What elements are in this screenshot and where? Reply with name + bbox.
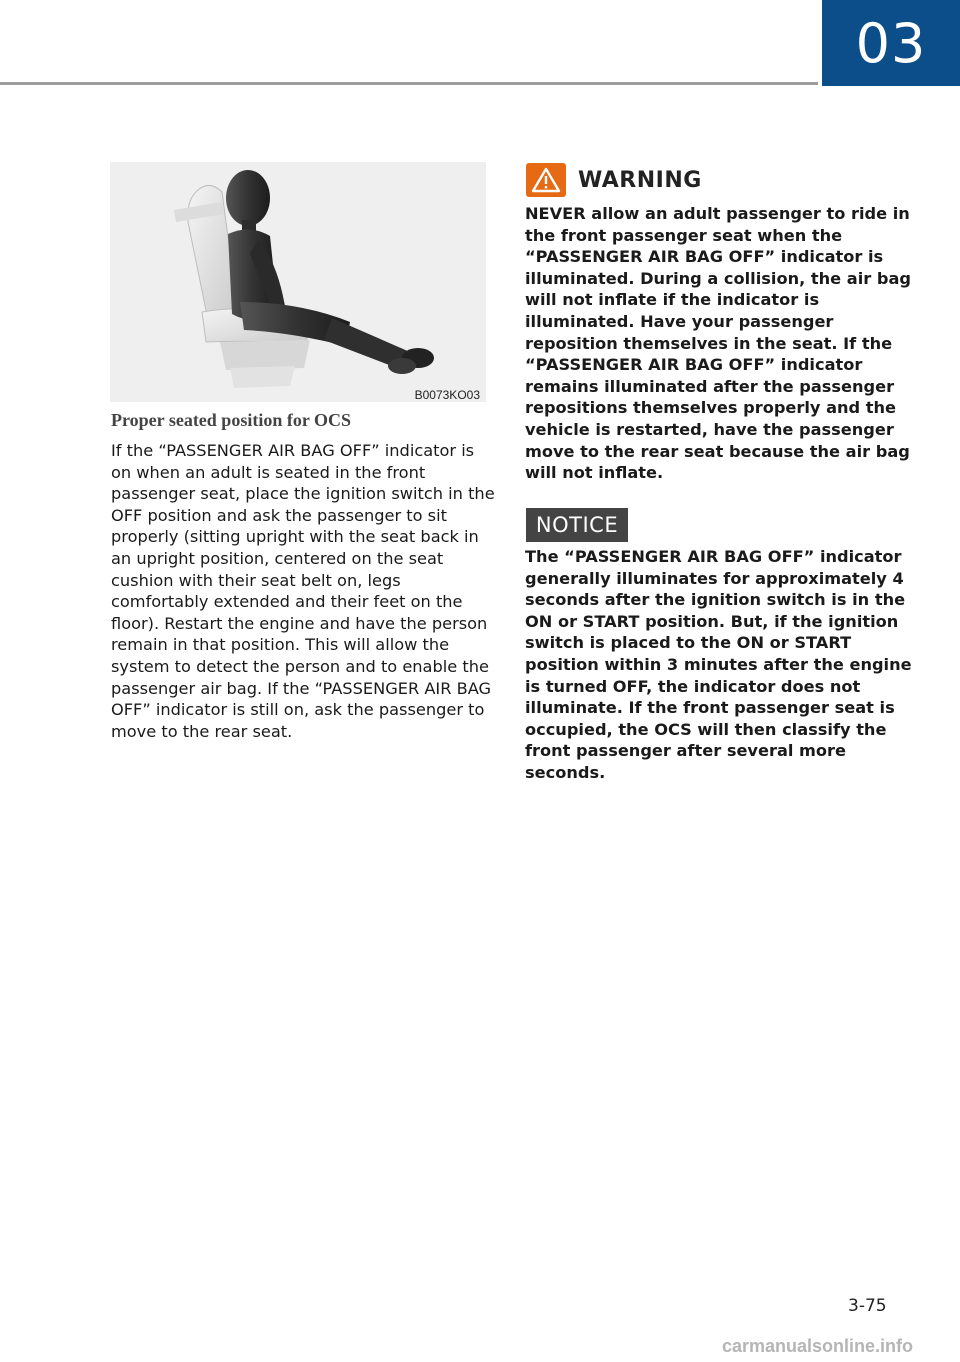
warning-header — [526, 162, 702, 198]
body-paragraph: If the “PASSENGER AIR BAG OFF” indicator is on when an adult is seated in the front passenger seat, place the ignition switch in the OFF position and ask the passenger to sit properly (sitting upright with the seat back in an upright position, centered on the seat cushion with their seat belt on, legs comfortably extended and their feet on the floor). Restart the engine and have the person remain in that position. This will allow the system to detect the person and to enable the passenger air bag. If the “PASSENGER AIR BAG OFF” indicator is still on, ask the passenger to move to the rear seat. — [111, 441, 495, 741]
warning-title: WARNING — [578, 167, 702, 193]
warning-triangle-icon — [531, 167, 561, 193]
notice-text: The “PASSENGER AIR BAG OFF” indicator generally illuminates for approximately 4 seconds after the ignition switch is in the ON or START position. But, if the ignition switch is placed to the ON or START position within 3 minutes after the engine is turned OFF, the indicator does not illuminate. If the front passenger seat is occupied, the OCS will then classify the front passenger after several more seconds. — [525, 547, 912, 782]
figure-caption: Proper seated position for OCS — [111, 410, 352, 430]
warning-text: NEVER allow an adult passenger to ride in the front passenger seat when the “PASSENGER AIR BAG OFF” indicator is illuminated. During a collision, the air bag will not inflate if the indicator is illuminated. Have your passenger reposition themselves in the seat. If the “PASSENGER AIR BAG OFF” indicator remains illuminated after the passenger repositions themselves properly and the vehicle is restarted, have the passenger move to the rear seat because the air bag will not inflate. — [525, 204, 911, 483]
figure-seated-position — [110, 162, 486, 402]
page-number: 3-75 — [848, 1296, 887, 1316]
watermark: carmanualsonline.info — [722, 1336, 914, 1356]
chapter-tab: 03 — [822, 0, 960, 86]
warning-badge — [526, 163, 566, 197]
header-rule — [0, 82, 818, 85]
notice-badge: NOTICE — [526, 508, 628, 542]
figure-code: B0073KO03 — [414, 388, 480, 402]
seated-occupant-illustration — [110, 162, 486, 402]
